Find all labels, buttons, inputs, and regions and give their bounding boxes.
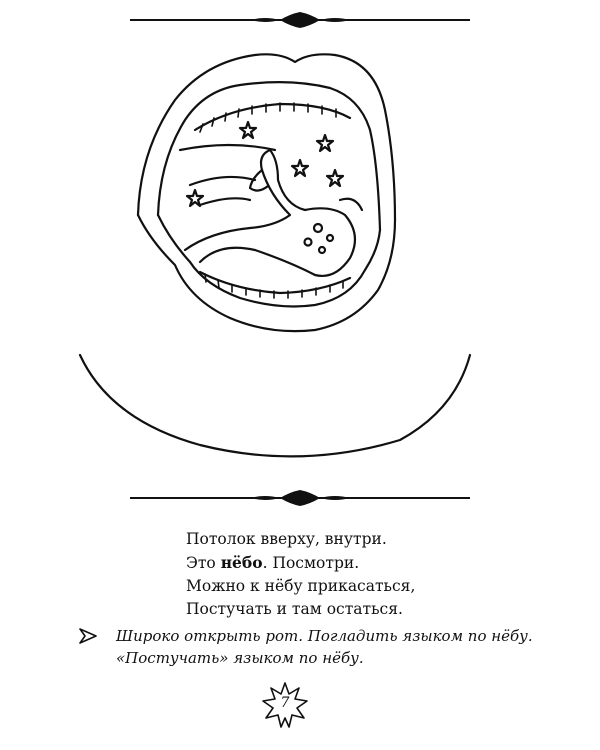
- poem-line-2-prefix: Это: [186, 554, 221, 572]
- poem: [186, 528, 415, 621]
- poem-line-2-suffix: . Посмотри.: [262, 554, 360, 572]
- palate-arc: [180, 145, 275, 150]
- star-icon: [317, 135, 333, 151]
- ornamental-divider-middle: [130, 490, 470, 506]
- star-icon: [327, 170, 343, 186]
- instruction-text: Широко открыть рот. Погладить языком по нёбу. «Постучать» языком по нёбу.: [116, 627, 533, 667]
- star-icon: [187, 190, 203, 206]
- arrow-right-icon: [78, 627, 98, 645]
- poem-line-3: Можно к нёбу прикасаться,: [186, 577, 416, 595]
- chin-arc: [80, 355, 470, 456]
- lower-lip-outer: [138, 215, 395, 331]
- upper-teeth: [195, 104, 350, 130]
- instruction: [78, 625, 538, 669]
- star-icon: [240, 122, 256, 138]
- page-number: [262, 682, 308, 728]
- star-icon: [292, 160, 308, 176]
- page-number-value: 7: [280, 695, 290, 711]
- poem-line-1: Потолок вверху, внутри.: [186, 530, 387, 548]
- poem-line-2-bold: нёбо: [220, 553, 263, 572]
- poem-line-4: Постучать и там остаться.: [186, 600, 403, 618]
- poem-line-2: [186, 551, 415, 575]
- tongue: [185, 150, 355, 276]
